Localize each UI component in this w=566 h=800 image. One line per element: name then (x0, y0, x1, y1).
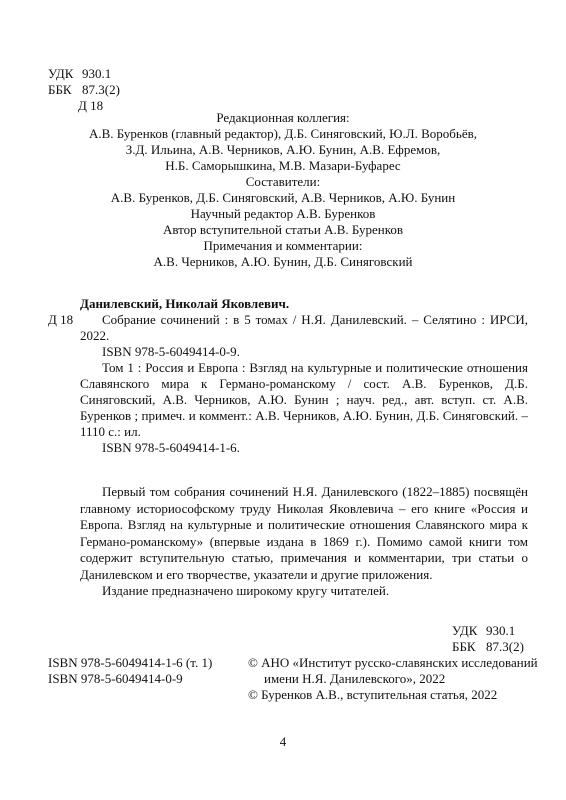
notes-heading: Примечания и комментарии: (203, 238, 363, 253)
intro-author: Автор вступительной статьи А.В. Буренков (162, 222, 404, 237)
annotation-paragraph-2: Издание предназначено широкому кругу читателей. (102, 583, 390, 598)
annotation (80, 484, 528, 600)
catalog-isbn-set: ISBN 978-5-6049414-0-9. (102, 344, 240, 359)
board-line-3: Н.Б. Саморышкина, М.В. Мазари-Буфарес (165, 158, 401, 173)
footer-isbn-set: ISBN 978-5-6049414-0-9 (48, 671, 183, 686)
page-number: 4 (279, 734, 287, 749)
catalog-volume: Том 1 : Россия и Европа : Взгляд на культурные и политические отношения Славянского мира к Германо-романскому / сост. А.В. Буренков, Д.Б. Синяговский, А.В. Черников, А.Ю. Бунин ; науч. ред., авт. вступ. ст. А.В. Буренков ; примеч. и коммент.: А.В. Черников, А.Ю. Бунин, Д.Б. Синяговский. – 1110 с.: ил. (80, 360, 528, 439)
udk-label: УДК (48, 66, 74, 81)
footer-udk-value: 930.1 (486, 623, 516, 638)
catalog-author: Данилевский, Николай Яковлевич. (80, 296, 290, 311)
copyright-institute: © АНО «Институт русско-славянских исследований имени Н.Я. Данилевского», 2022 (248, 655, 538, 686)
footer-isbn-volume: ISBN 978-5-6049414-1-6 (т. 1) (48, 655, 213, 670)
notes-line: А.В. Черников, А.Ю. Бунин, Д.Б. Синяговский (153, 254, 413, 269)
annotation-paragraph-1: Первый том собрания сочинений Н.Я. Данилевского (1822–1885) посвящён главному историософскому труду Николая Яковлевича – его книге «Россия и Европа. Взгляд на культурные и политические отношения Славянского мира к Германо-романскому» (впервые издана в 1869 г.). Помимо самой книги том содержит вступительную статью, примечания и комментарии, три статьи о Данилевском и его творчестве, указатели и другие приложения. (80, 484, 528, 582)
author-mark: Д 18 (78, 98, 104, 113)
board-line-2: З.Д. Ильина, А.В. Черников, А.Ю. Бунин, А.В. Ефремов, (125, 142, 441, 157)
copyright-author: © Буренков А.В., вступительная статья, 2022 (248, 687, 498, 702)
board-heading: Редакционная коллегия: (216, 110, 350, 125)
footer-bbk-value: 87.3(2) (486, 639, 524, 654)
bbk-label: ББК (48, 82, 72, 97)
board-line-1: А.В. Буренков (главный редактор), Д.Б. Синяговский, Ю.Л. Воробьёв, (88, 126, 477, 141)
catalog-mark: Д 18 (48, 312, 74, 327)
catalog-collection: Собрание сочинений : в 5 томах / Н.Я. Данилевский. – Селятино : ИРСИ, 2022. (80, 312, 528, 343)
footer-bbk-label: ББК (452, 639, 476, 654)
copyright-block (248, 655, 548, 703)
catalog-isbn-volume: ISBN 978-5-6049414-1-6. (102, 440, 240, 455)
bbk-value: 87.3(2) (82, 82, 120, 97)
compilers-heading: Составители: (245, 174, 321, 189)
compilers-line: А.В. Буренков, Д.Б. Синяговский, А.В. Черников, А.Ю. Бунин (110, 190, 456, 205)
scientific-editor: Научный редактор А.В. Буренков (190, 206, 376, 221)
catalog-body (80, 312, 528, 456)
footer-udk-label: УДК (452, 623, 478, 638)
udk-value: 930.1 (82, 66, 112, 81)
